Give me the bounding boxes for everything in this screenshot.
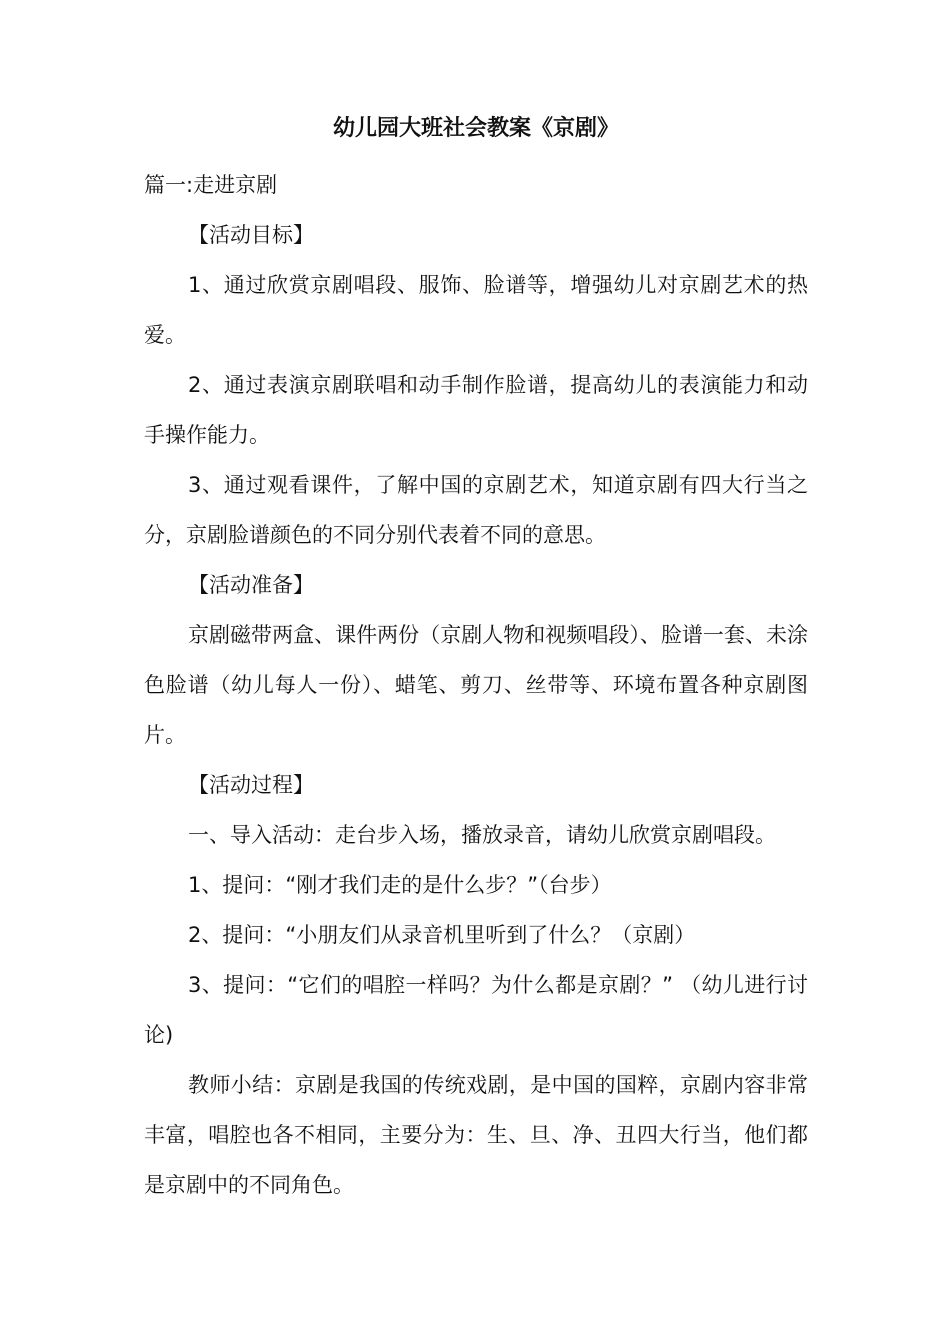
goals-heading: 【活动目标】 <box>188 223 314 247</box>
prep-heading: 【活动准备】 <box>188 573 314 597</box>
goal-2-paragraph: 2、通过表演京剧联唱和动手制作脸谱，提高幼儿的表演能力和动手操作能力。 <box>144 373 808 447</box>
process-heading: 【活动过程】 <box>188 773 314 797</box>
question-1-paragraph: 1、提问：“刚才我们走的是什么步？”（台步） <box>188 873 612 897</box>
intro-step-paragraph: 一、导入活动：走台步入场，播放录音，请幼儿欣赏京剧唱段。 <box>188 823 776 847</box>
prep-paragraph: 京剧磁带两盒、课件两份（京剧人物和视频唱段）、脸谱一套、未涂色脸谱（幼儿每人一份）、蜡笔、剪刀、丝带等、环境布置各种京剧图片。 <box>144 623 808 747</box>
document-title: 幼儿园大班社会教案《京剧》 <box>332 116 619 141</box>
goal-1-paragraph: 1、通过欣赏京剧唱段、服饰、脸谱等，增强幼儿对京剧艺术的热爱。 <box>144 273 808 347</box>
teacher-summary-paragraph: 教师小结：京剧是我国的传统戏剧，是中国的国粹，京剧内容非常丰富，唱腔也各不相同，主要分为：生、旦、净、丑四大行当，他们都是京剧中的不同角色。 <box>144 1073 808 1197</box>
question-2-paragraph: 2、提问：“小朋友们从录音机里听到了什么？（京剧） <box>188 923 696 947</box>
document-page <box>144 108 808 1210</box>
goal-3-paragraph: 3、通过观看课件，了解中国的京剧艺术，知道京剧有四大行当之分，京剧脸谱颜色的不同分别代表着不同的意思。 <box>144 473 808 547</box>
section-label: 篇一:走进京剧 <box>144 173 278 197</box>
question-3-paragraph: 3、提问：“它们的唱腔一样吗？为什么都是京剧？” （幼儿进行讨论) <box>144 973 808 1047</box>
